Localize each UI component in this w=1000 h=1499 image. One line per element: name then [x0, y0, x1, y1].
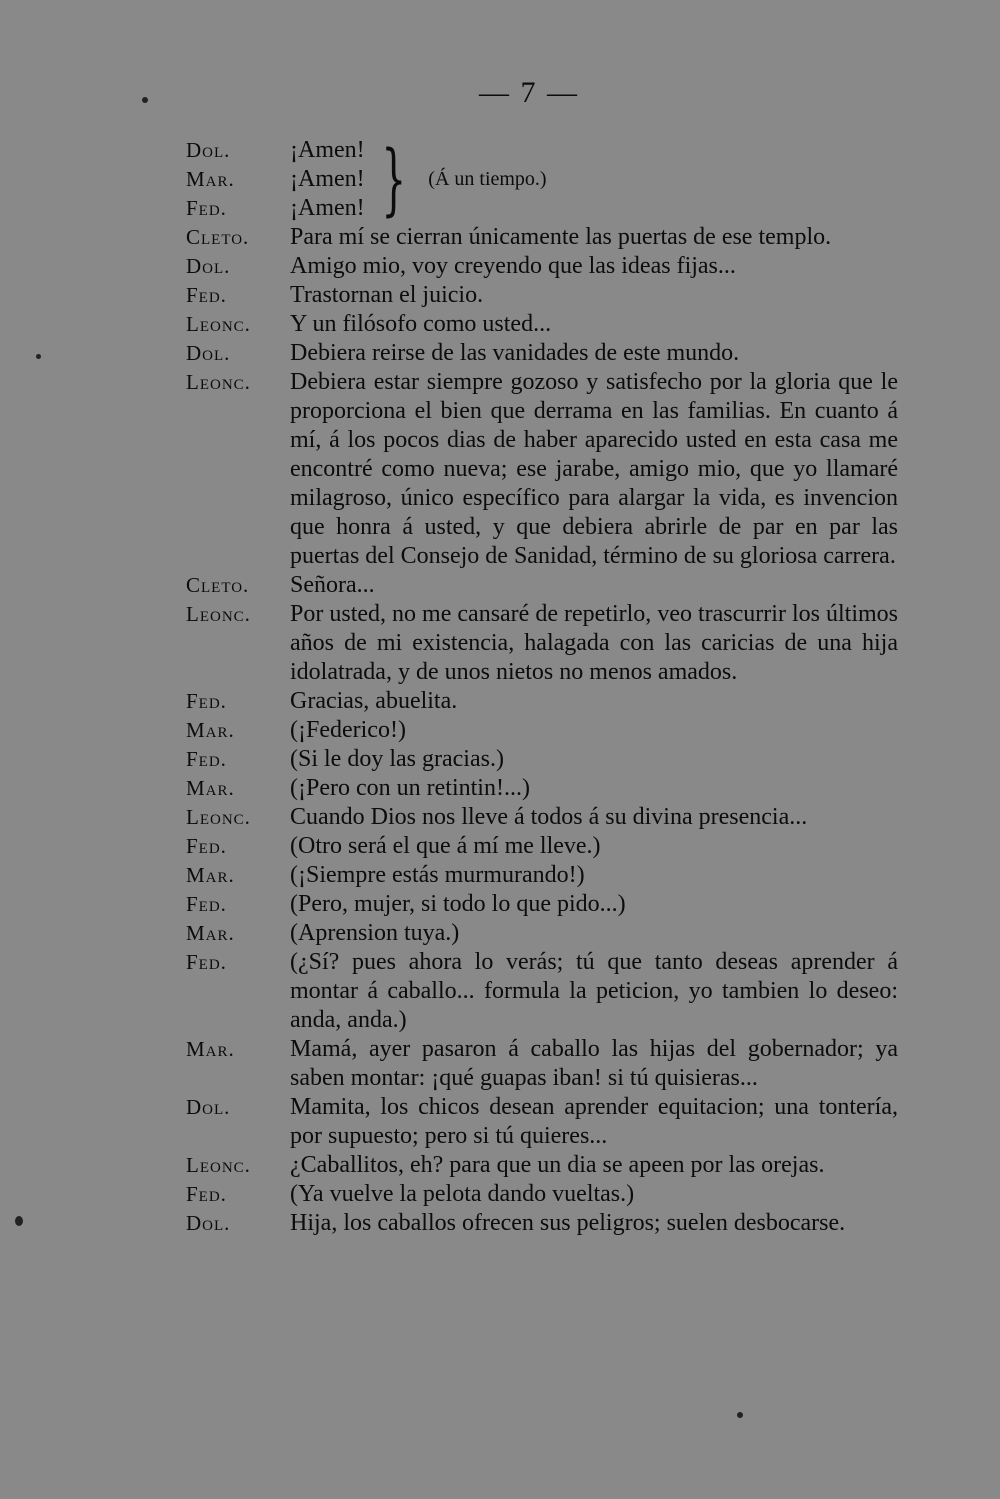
speaker-name: Leonc. — [186, 805, 251, 829]
speaker-name: Mar. — [186, 1037, 235, 1061]
speaker-name: Mar. — [186, 718, 235, 742]
dialogue-line — [186, 716, 898, 745]
speaker-name: Fed. — [186, 196, 227, 220]
speaker-name: Dol. — [186, 1211, 231, 1235]
dialogue-line — [186, 890, 898, 919]
dialogue-line — [186, 687, 898, 716]
dialogue-line — [186, 368, 898, 571]
speech-text: Hija, los caballos ofrecen sus peligros; suelen desbocarse. — [290, 1210, 846, 1236]
speech-text: Por usted, no me cansaré de repetirlo, veo trascurrir los últimos años de mi existencia, halagada con las caricias de una hija idolatrada, y de unos nietos no menos amados. — [290, 601, 898, 685]
speech-text: Cuando Dios nos lleve á todos á su divina presencia... — [290, 804, 808, 830]
speech-text: Mamá, ayer pasaron á caballo las hijas del gobernador; ya saben montar: ¡qué guapas iban! si tú quisieras... — [290, 1036, 898, 1091]
speech-text: Debiera estar siempre gozoso y satisfecho por la gloria que le proporciona el bien que derrama en las familias. En cuanto á mí, á los pocos dias de haber aparecido usted en esta casa me encontré como nueva; ese jarabe, amigo mio, que yo llamaré milagroso, único específico para alargar la vida, es invencion que honra á usted, y que debiera abrirle de par en par las puertas del Consejo de Sanidad, término de su gloriosa carrera. — [290, 369, 898, 569]
speaker-name: Mar. — [186, 776, 235, 800]
speech-text: Gracias, abuelita. — [290, 688, 458, 714]
speaker-name: Mar. — [186, 167, 235, 191]
speaker-name: Leonc. — [186, 370, 251, 394]
speaker-name: Fed. — [186, 892, 227, 916]
speech-text: (Ya vuelve la pelota dando vueltas.) — [290, 1181, 635, 1207]
dialogue-line — [186, 223, 898, 252]
speech-text: (¡Siempre estás murmurando!) — [290, 862, 585, 888]
speaker-name: Cleto. — [186, 225, 250, 249]
stage-direction: (Á un tiempo.) — [428, 168, 547, 190]
brace: } — [381, 134, 406, 225]
dialogue-line — [186, 1180, 898, 1209]
dialogue-line — [186, 1151, 898, 1180]
dialogue-line — [186, 1093, 898, 1151]
speaker-name: Leonc. — [186, 312, 251, 336]
simultaneous-speakers — [186, 136, 365, 223]
dialogue-line — [186, 281, 898, 310]
dialogue-line — [186, 861, 898, 890]
dialogue-line — [186, 1035, 898, 1093]
speech-text: (¡Federico!) — [290, 717, 406, 743]
dialogue-line — [186, 832, 898, 861]
dialogue-line — [186, 803, 898, 832]
dialogue-line — [186, 252, 898, 281]
speaker-name: Dol. — [186, 138, 231, 162]
speech-text: (¿Sí? pues ahora lo verás; tú que tanto deseas aprender á montar á caballo... formula la peticion, yo tambien lo deseo: anda, anda.) — [290, 949, 898, 1033]
dialogue-line — [186, 600, 898, 687]
ink-speck — [142, 97, 148, 103]
dialogue-line — [186, 948, 898, 1035]
speaker-name: Fed. — [186, 1182, 227, 1206]
speaker-name: Dol. — [186, 254, 231, 278]
ink-speck — [737, 1412, 743, 1418]
speaker-name: Fed. — [186, 747, 227, 771]
speech-text: Señora... — [290, 572, 375, 598]
page-number: — 7 — — [479, 76, 579, 109]
speech-text: Trastornan el juicio. — [290, 282, 484, 308]
dialogue-line — [186, 194, 365, 223]
dialogue-line — [186, 339, 898, 368]
speaker-name: Fed. — [186, 834, 227, 858]
dialogue-line — [186, 310, 898, 339]
speech-text: (Si le doy las gracias.) — [290, 746, 504, 772]
speaker-name: Fed. — [186, 283, 227, 307]
speech-text: Amigo mio, voy creyendo que las ideas fijas... — [290, 253, 736, 279]
speaker-name: Cleto. — [186, 573, 250, 597]
dialogue-line — [186, 165, 365, 194]
speaker-name: Mar. — [186, 863, 235, 887]
speaker-name: Dol. — [186, 341, 231, 365]
speaker-name: Leonc. — [186, 1153, 251, 1177]
dialogue-line — [186, 571, 898, 600]
speaker-name: Leonc. — [186, 602, 251, 626]
dialogue-line — [186, 1209, 898, 1238]
dialogue-line — [186, 774, 898, 803]
simultaneous-lines — [186, 136, 898, 223]
speaker-name: Dol. — [186, 1095, 231, 1119]
dialogue-line — [186, 919, 898, 948]
speech-text: ¡Amen! — [290, 166, 365, 192]
dialogue-lines — [186, 223, 898, 1238]
speech-text: (¡Pero con un retintin!...) — [290, 775, 530, 801]
speech-text: (Aprension tuya.) — [290, 920, 460, 946]
speech-text: ¡Amen! — [290, 137, 365, 163]
speech-text: Y un filósofo como usted... — [290, 311, 552, 337]
speech-text: Mamita, los chicos desean aprender equitacion; una tontería, por supuesto; pero si tú quieres... — [290, 1094, 898, 1149]
dialogue-line — [186, 136, 365, 165]
speech-text: (Pero, mujer, si todo lo que pido...) — [290, 891, 626, 917]
dialogue-line — [186, 745, 898, 774]
dialogue — [186, 136, 898, 1238]
speech-text: Debiera reirse de las vanidades de este mundo. — [290, 340, 740, 366]
speaker-name: Fed. — [186, 950, 227, 974]
speech-text: ¡Amen! — [290, 195, 365, 221]
speech-text: Para mí se cierran únicamente las puertas de ese templo. — [290, 224, 832, 250]
speaker-name: Mar. — [186, 921, 235, 945]
speech-text: (Otro será el que á mí me lleve.) — [290, 833, 601, 859]
speaker-name: Fed. — [186, 689, 227, 713]
ink-speck — [15, 1216, 23, 1226]
ink-speck — [36, 354, 41, 359]
speech-text: ¿Caballitos, eh? para que un dia se apeen por las orejas. — [290, 1152, 825, 1178]
